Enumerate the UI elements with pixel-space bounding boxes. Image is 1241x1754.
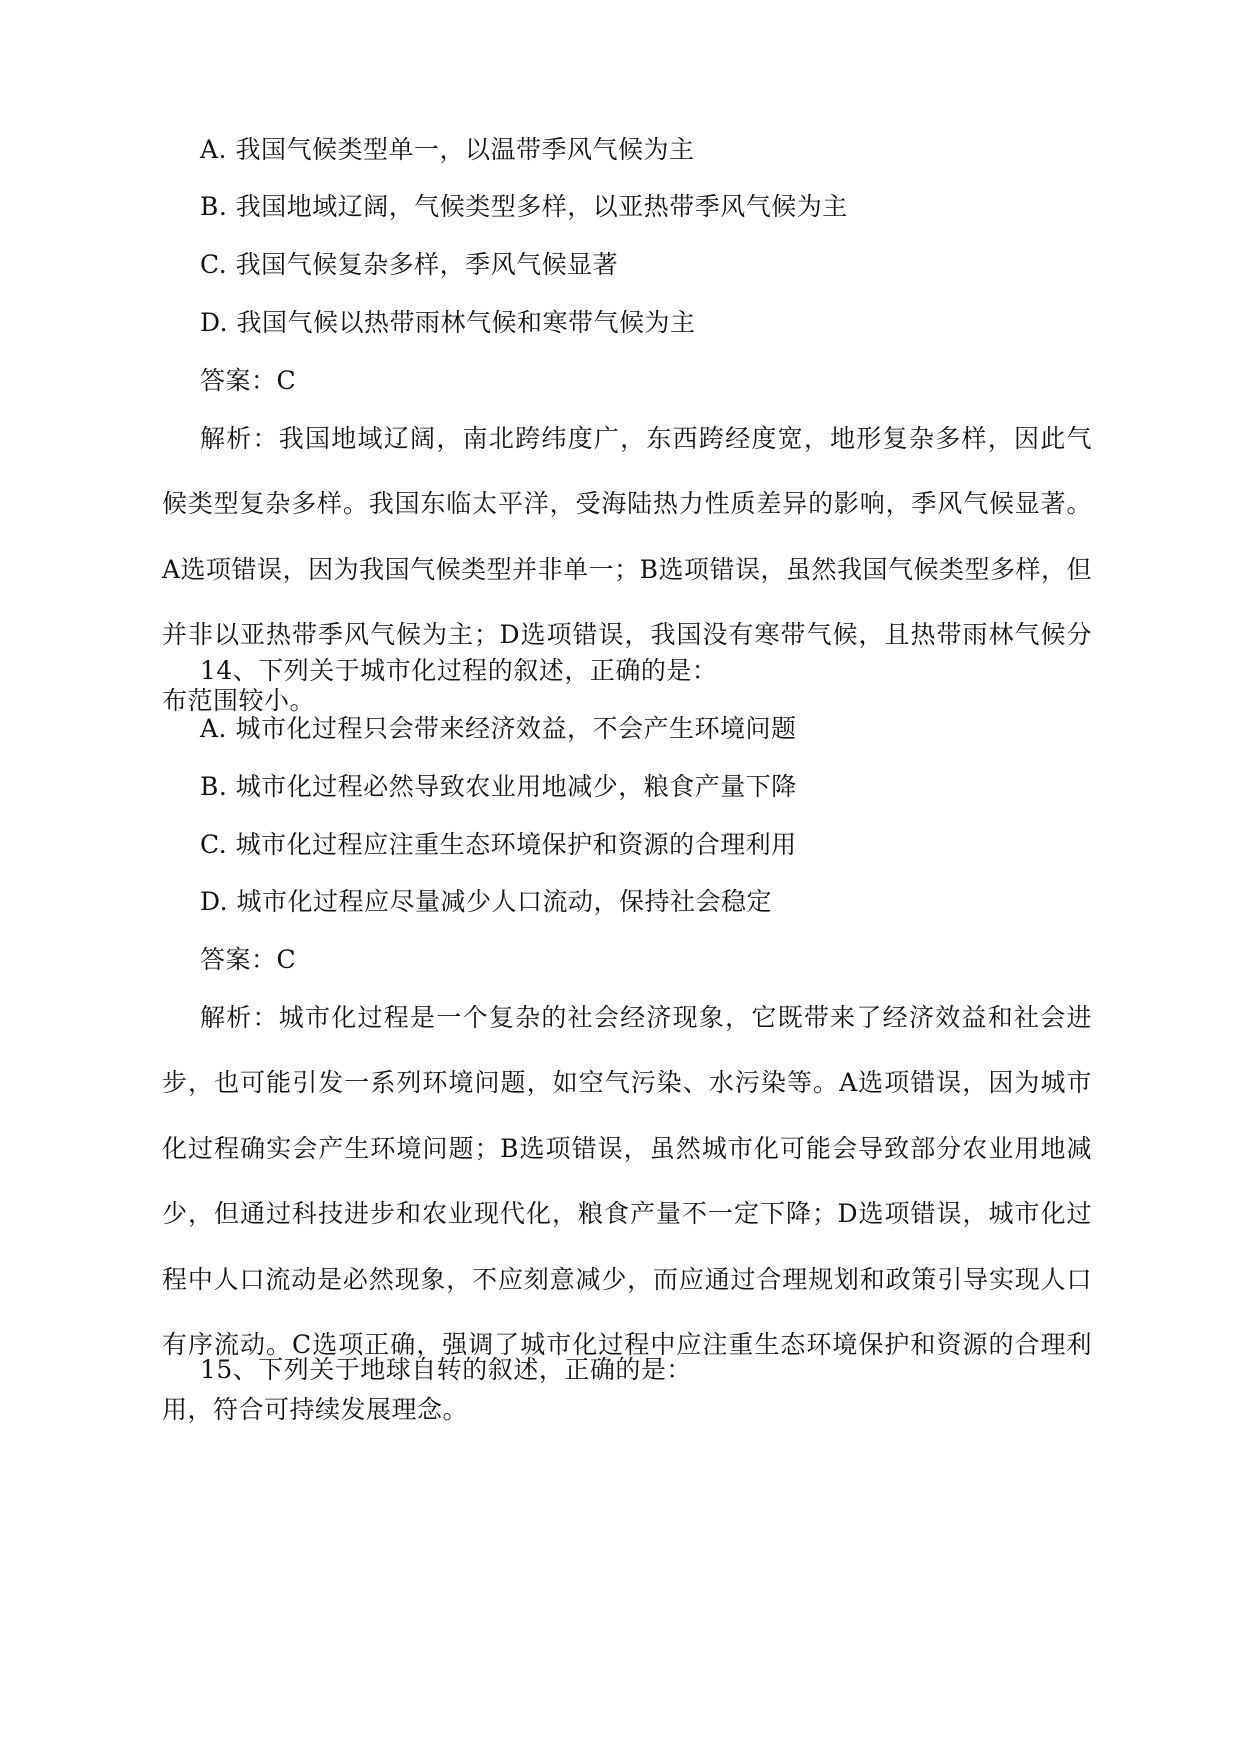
q14-option-c: C. 城市化过程应注重生态环境保护和资源的合理利用: [200, 830, 797, 859]
q14-explanation: 解析：城市化过程是一个复杂的社会经济现象，它既带来了经济效益和社会进步，也可能引发一系列环境问题，如空气污染、水污染等。A选项错误，因为城市化过程确实会产生环境问题；B选项错误，虽然城市化可能会导致部分农业用地减少，但通过科技进步和农业现代化，粮食产量不一定下降；D选项错误，城市化过程中人口流动是必然现象，不应刻意减少，而应通过合理规划和政策引导实现人口有序流动。C选项正确，强调了城市化过程中应注重生态环境保护和资源的合理利用，符合可持续发展理念。: [162, 1003, 1092, 1425]
q14-option-d: D. 城市化过程应尽量减少人口流动，保持社会稳定: [200, 887, 773, 916]
q15-question: 15、下列关于地球自转的叙述，正确的是：: [200, 1355, 692, 1384]
q14-option-b: B. 城市化过程必然导致农业用地减少，粮食产量下降: [200, 772, 797, 801]
q13-option-c: C. 我国气候复杂多样，季风气候显著: [200, 250, 619, 279]
q13-option-a: A. 我国气候类型单一，以温带季风气候为主: [200, 135, 695, 164]
q14-question: 14、下列关于城市化过程的叙述，正确的是：: [200, 656, 718, 685]
q13-explanation: 解析：我国地域辽阔，南北跨纬度广，东西跨经度宽，地形复杂多样，因此气候类型复杂多样。我国东临太平洋，受海陆热力性质差异的影响，季风气候显著。A选项错误，因为我国气候类型并非单一；B选项错误，虽然我国气候类型多样，但并非以亚热带季风气候为主；D选项错误，我国没有寒带气候，且热带雨林气候分布范围较小。: [162, 424, 1092, 715]
q14-option-a: A. 城市化过程只会带来经济效益，不会产生环境问题: [200, 714, 797, 743]
q14-answer: 答案：C: [200, 945, 297, 974]
q13-option-b: B. 我国地域辽阔，气候类型多样，以亚热带季风气候为主: [200, 192, 848, 221]
q13-answer: 答案：C: [200, 366, 297, 395]
q13-option-d: D. 我国气候以热带雨林气候和寒带气候为主: [200, 308, 696, 337]
